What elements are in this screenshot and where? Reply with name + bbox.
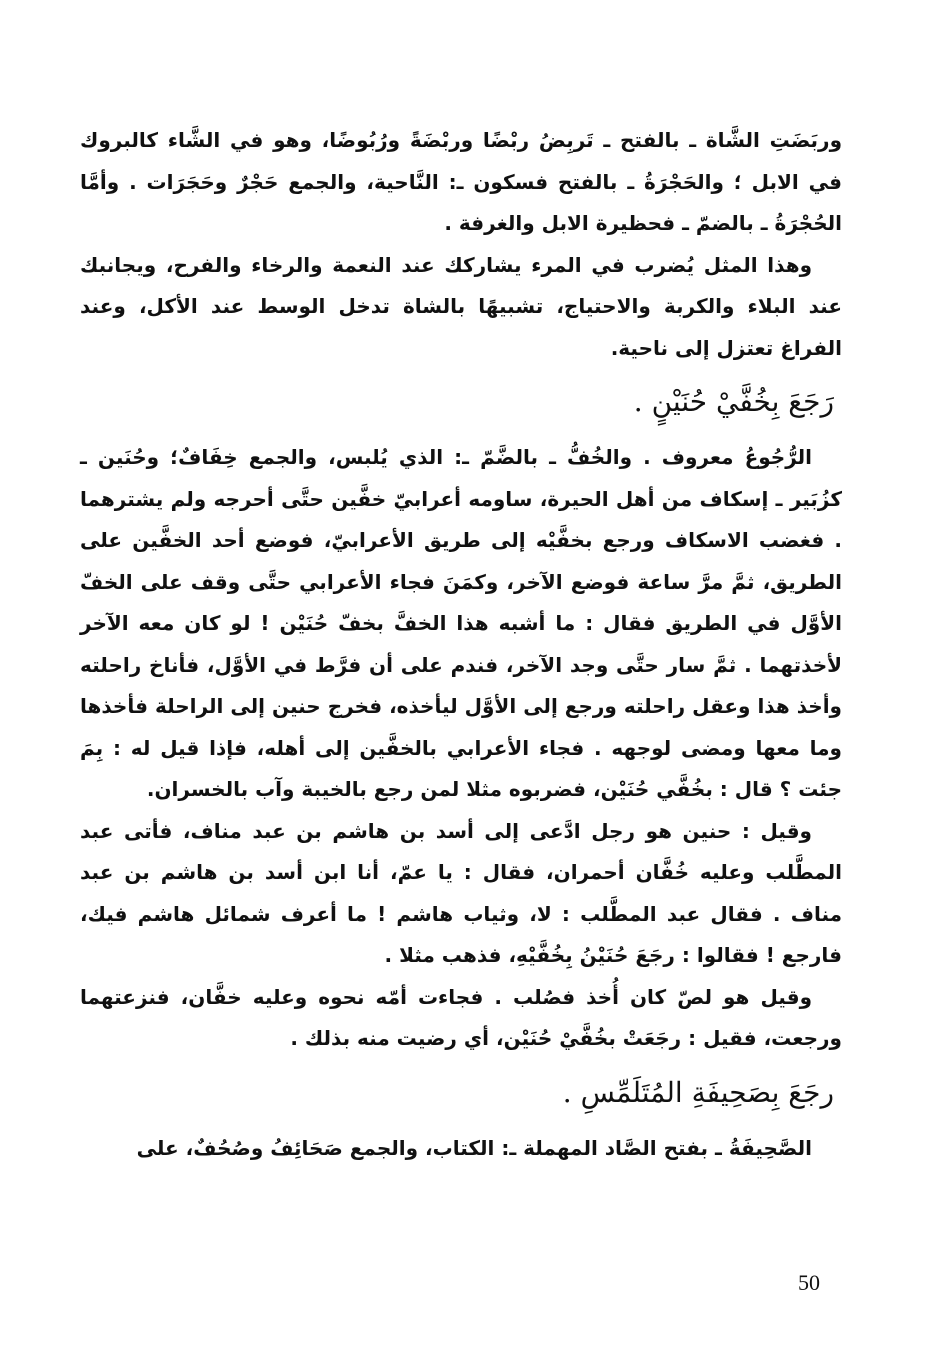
page-number: 50 xyxy=(798,1270,820,1295)
section-heading-2: رجَعَ بِصَحِيفَةِ المُتَلَمِّسِ . xyxy=(562,1075,834,1109)
paragraph-5: وقيل هو لصّ كان أُخذ فصُلب . فجاءت أمّه نحوه وعليه خفَّان، فنزعتهما ورجعت، فقيل : رجَعَتْ بخُفَّيْ حُنَيْن، أي رضيت منه بذلك . xyxy=(80,984,842,1050)
page-body xyxy=(80,120,842,1169)
paragraph-4: وقيل : حنين هو رجل ادَّعى إلى أسد بن هاشم بن عبد مناف، فأتى عبد المطَّلب وعليه خُفَّان أحمران، فقال : يا عمّ، أنا ابن أسد بن هاشم بن عبد مناف . فقال عبد المطَّلب : لا، وثياب هاشم ! ما أعرف شمائل هاشم فيك، فارجع ! فقالوا : رجَعَ حُنَيْنُ بِخُفَّيْهِ، فذهب مثلا . xyxy=(80,818,842,967)
paragraph-1: وربَضَتِ الشَّاة ـ بالفتح ـ تَربِضُ ربْضًا وربْضَةً ورُبُوضًا، وهو في الشَّاء كالبروك في الابل ؛ والحَجْرَةُ ـ بالفتح فسكون ـ: النَّاحية، والجمع حَجْرٌ وحَجَرَات . وأمَّا الحُجْرَةُ ـ بالضمّ ـ فحظيرة الابل والغرفة . xyxy=(80,128,842,235)
section-heading-1: رَجَعَ بِخُفَّيْ حُنَيْنٍ . xyxy=(633,385,834,418)
paragraph-2: وهذا المثل يُضرب في المرء يشاركك عند النعمة والرخاء والفرح، ويجانبك عند البلاء والكربة والاحتياج، تشبيهًا بالشاة تدخل الوسط عند الأكل، وعند الفراغ تعتزل إلى ناحية. xyxy=(80,252,842,360)
paragraph-6: الصَّحِيفَةُ ـ بفتح الصَّاد المهملة ـ: الكتاب، والجمع صَحَائِفُ وصُحُفٌ، على xyxy=(136,1135,812,1160)
paragraph-3: الرُّجُوعُ معروف . والخُفُّ ـ بالضَّمّ ـ: الذي يُلبس، والجمع خِفَافٌ؛ وحُنَين ـ كزُبَير ـ إسكاف من أهل الحيرة، ساومه أعرابيّ خفَّين حتَّى أحرجه ولم يشترهما . فغضب الاسكاف ورجع بخفَّيْه إلى طريق الأعرابيّ، فوضع أحد الخفَّين على الطريق، ثمَّ مرَّ ساعة فوضع الآخر، وكمَنَ فجاء الأعرابي حتَّى وقف على الخفّ الأوَّل في الطريق فقال : ما أشبه هذا الخفَّ بخفّ حُنَيْن ! لو كان معه الآخر لأخذتهما . ثمَّ سار حتَّى وجد الآخر، فندم على أن فرَّط في الأوَّل، فأناخ راحلته وأخذ هذا وعقل راحلته ورجع إلى الأوَّل ليأخذه، فخرج حنين إلى الراحلة فأخذها وما معها ومضى لوجهه . فجاء الأعرابي بالخفَّين إلى أهله، فإذا قيل له : بِمَ جئت ؟ قال : بخُفَّي حُنَيْن، فضربوه مثلا لمن رجع بالخيبة وآب بالخسران. xyxy=(80,445,842,801)
